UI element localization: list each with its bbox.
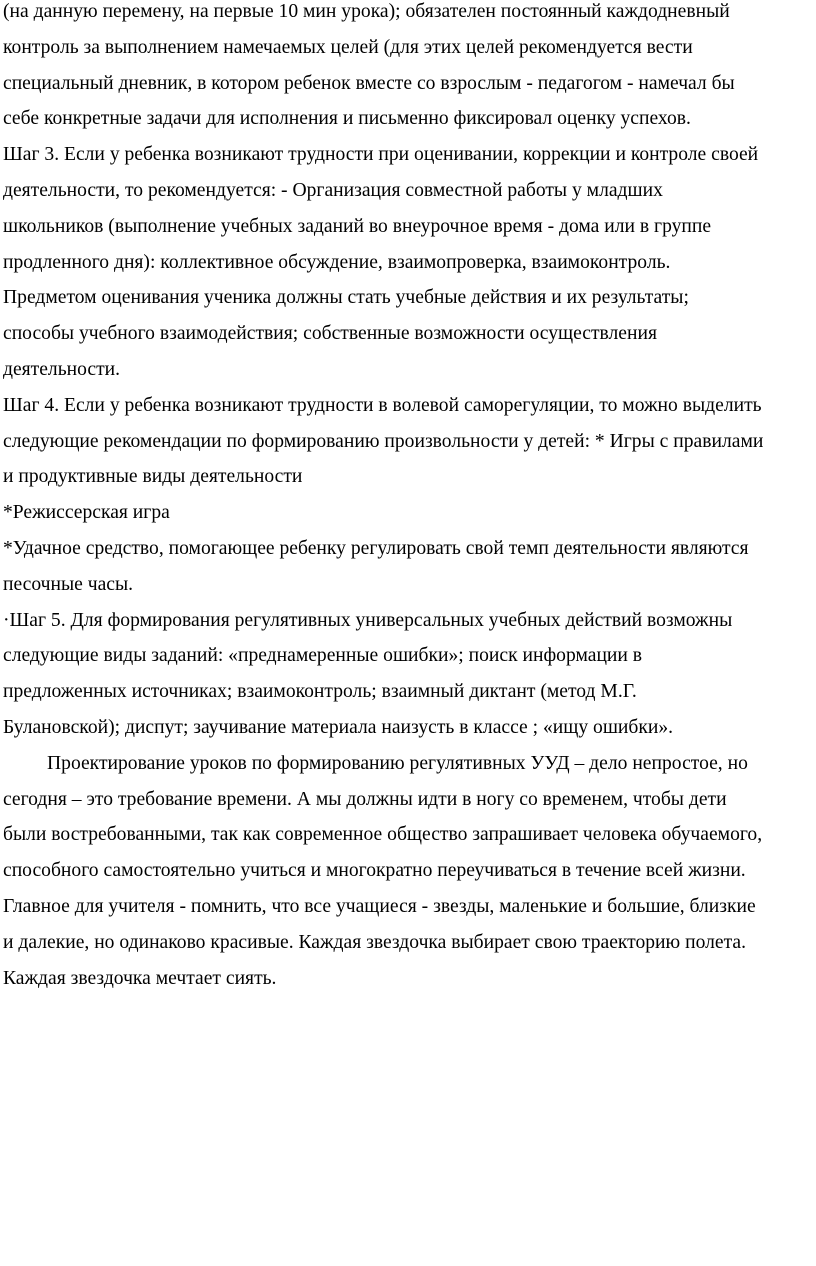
text-line: школьников (выполнение учебных заданий во внеурочное время - дома или в группе [3, 215, 712, 237]
step-3-heading-line: Шаг 3. Если у ребенка возникают трудности при оценивании, коррекции и контроле своей [3, 144, 759, 166]
text-line: Булановской); диспут; заучивание материала наизусть в классе ; «ищу ошибки». [3, 716, 674, 738]
text-line: способного самостоятельно учиться и многократно переучиваться в течение всей жизни. [3, 860, 746, 882]
text-line: предложенных источниках; взаимоконтроль; взаимный диктант (метод М.Г. [3, 681, 637, 703]
text-line: (на данную перемену, на первые 10 мин урока); обязателен постоянный каждодневный [3, 1, 730, 22]
step-5-heading-line: ·Шаг 5. Для формирования регулятивных универсальных учебных действий возможны [3, 609, 733, 631]
text-line: Главное для учителя - помнить, что все учащиеся - звезды, маленькие и большие, близкие [3, 895, 756, 917]
text-line: и продуктивные виды деятельности [3, 466, 303, 488]
text-line: деятельности. [3, 358, 121, 380]
text-line: Предметом оценивания ученика должны стать учебные действия и их результаты; [3, 287, 689, 309]
text-line: способы учебного взаимодействия; собственные возможности осуществления [3, 323, 657, 345]
text-line: Каждая звездочка мечтает сиять. [3, 967, 277, 989]
text-line: контроль за выполнением намечаемых целей (для этих целей рекомендуется вести [3, 36, 693, 58]
text-line: следующие рекомендации по формированию произвольности у детей: * Игры с правилами [3, 430, 764, 452]
conclusion-paragraph-first-line: Проектирование уроков по формированию регулятивных УУД – дело непростое, но [47, 752, 748, 774]
text-line: специальный дневник, в котором ребенок вместе со взрослым - педагогом - намечал бы [3, 72, 735, 94]
text-line: продленного дня): коллективное обсуждение, взаимопроверка, взаимоконтроль. [3, 251, 671, 273]
text-line: сегодня – это требование времени. А мы должны идти в ногу со временем, чтобы дети [3, 788, 727, 810]
step-4-heading-line: Шаг 4. Если у ребенка возникают трудности в волевой саморегуляции, то можно выделить [3, 394, 762, 416]
text-line: деятельности, то рекомендуется: - Организация совместной работы у младших [3, 179, 663, 201]
text-line: и далекие, но одинаково красивые. Каждая звездочка выбирает свою траекторию полета. [3, 931, 746, 953]
text-line: себе конкретные задачи для исполнения и письменно фиксировал оценку успехов. [3, 108, 691, 130]
bullet-line: *Удачное средство, помогающее ребенку регулировать свой темп деятельности являются [3, 537, 749, 559]
text-line: были востребованными, так как современное общество запрашивает человека обучаемого, [3, 824, 763, 846]
bullet-line: *Режиссерская игра [3, 502, 170, 524]
text-line: песочные часы. [3, 573, 134, 595]
text-line: следующие виды заданий: «преднамеренные ошибки»; поиск информации в [3, 645, 643, 667]
